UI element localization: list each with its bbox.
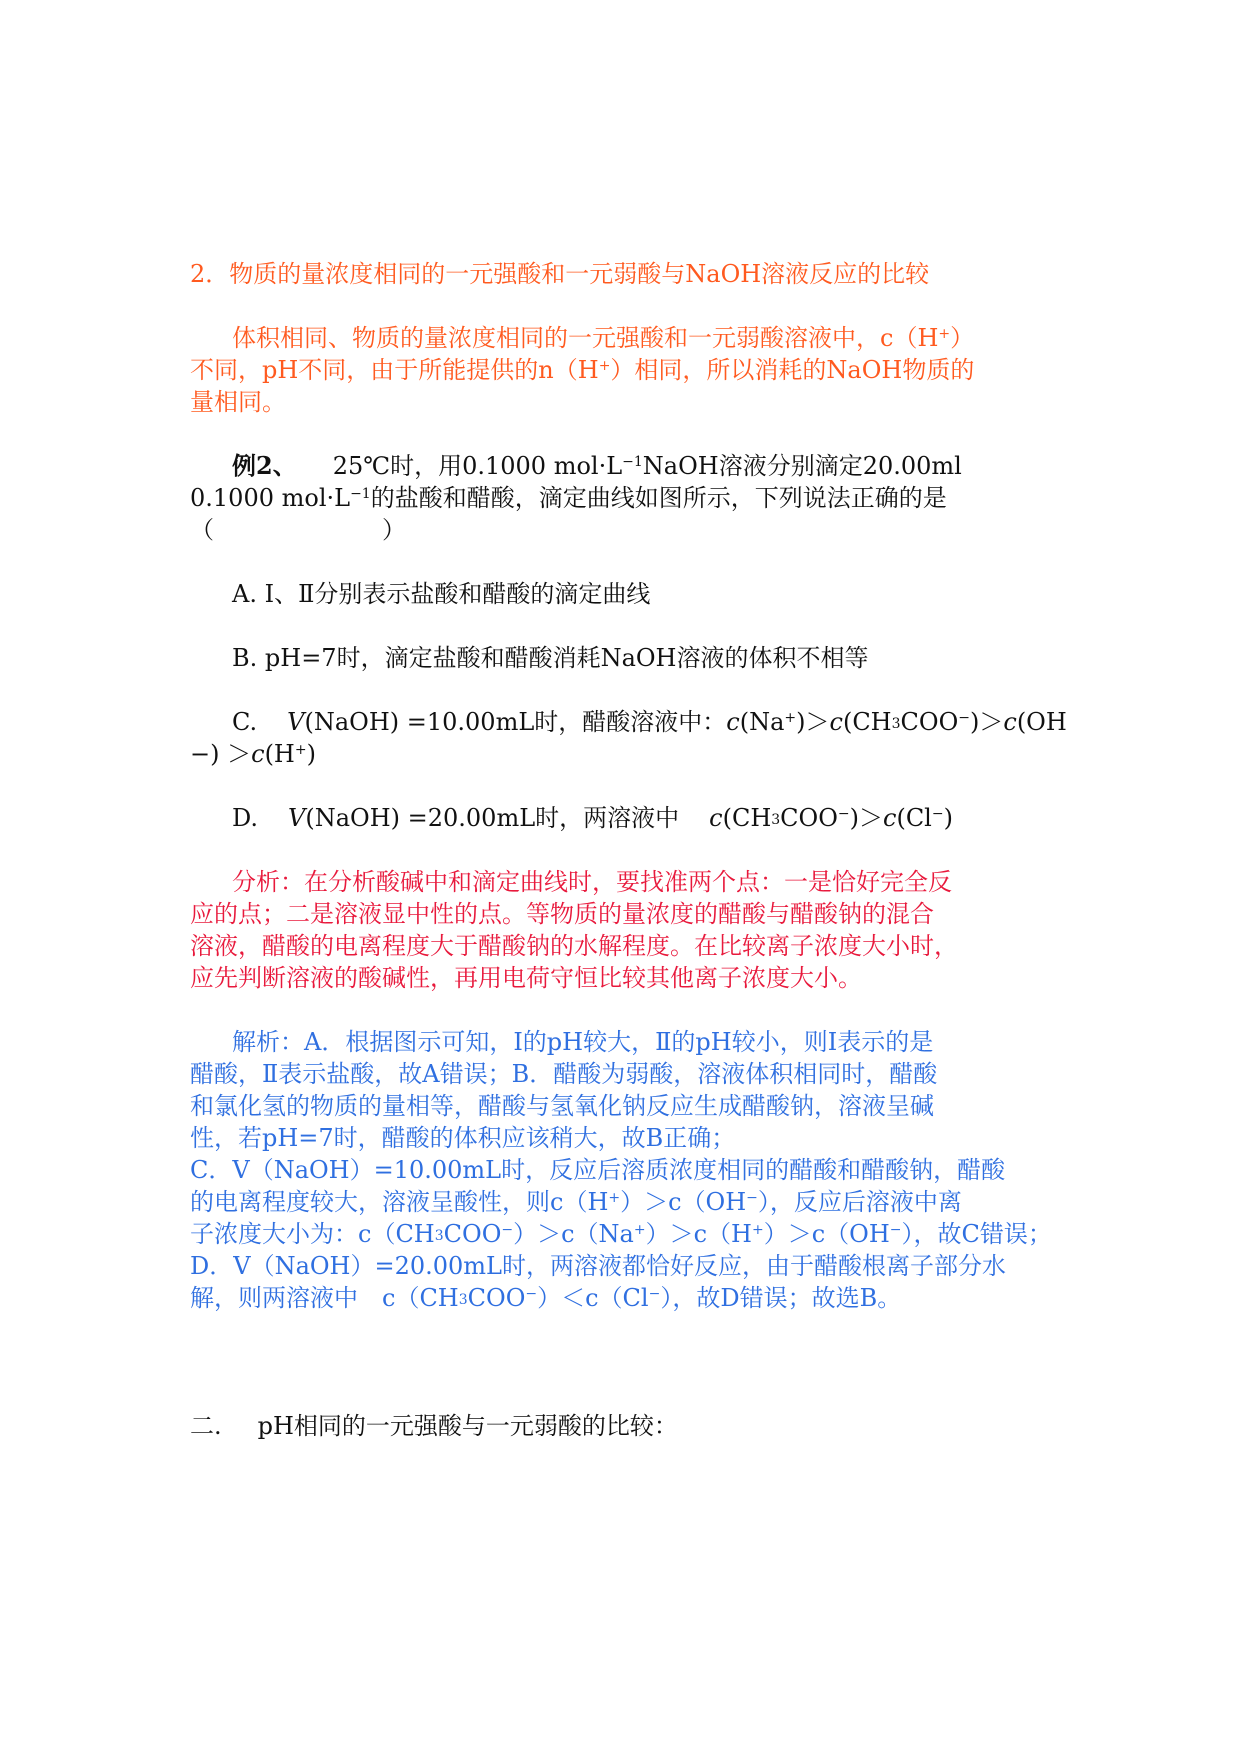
option-d-sub3: 3 [771,812,781,828]
example-stem-1c: NaOH溶液分别滴定20.00ml [642,452,962,480]
option-d-mid: (NaOH) =20.00mL时，两溶液中 [305,804,680,832]
solution-sup-6d: − [746,1190,758,1206]
option-c-minus1: − [958,710,970,726]
solution-text-6e: ），反应后溶液中离 [757,1188,962,1216]
example-stem-2c: 的盐酸和醋酸，滴定曲线如图所示，下列说法正确的是 [370,484,947,512]
solution-text-5: C．V（NaOH）=10.00mL时，反应后溶质浓度相同的醋酸和醋酸钠，醋酸 [190,1156,1006,1184]
solution-text-7k: ），故C错误； [901,1220,1052,1248]
solution-line-4 [190,1122,735,1154]
analysis-line-4 [190,962,862,994]
example-stem-2b: −1 [350,486,371,502]
solution-line-1 [232,1026,933,1058]
option-d-minus2: − [931,806,944,822]
solution-sup-7j: − [889,1222,902,1238]
option-c-ch3: (CH [842,708,892,736]
option-c-end: ) [306,740,316,768]
solution-text-7e: ）＞c（Na [513,1220,634,1248]
analysis-text-3: 溶液，醋酸的电离程度大于醋酸钠的水解程度。在比较离子浓度大小时， [190,932,958,960]
section-heading-text: 2．物质的量浓度相同的一元强酸和一元弱酸与NaOH溶液反应的比较 [190,260,930,288]
solution-line-2 [190,1058,937,1090]
solution-text-7g: ）＞c（H [645,1220,752,1248]
intro-line-1 [232,322,974,354]
solution-text-8: D．V（NaOH）=20.00mL时，两溶液都恰好反应，由于醋酸根离子部分水 [190,1252,1006,1280]
intro-line-3 [190,386,286,418]
option-c-line-1 [232,706,1067,738]
solution-sup-7h: + [751,1222,764,1238]
option-c-mid: (NaOH) =10.00mL时，醋酸溶液中： [304,708,727,736]
option-c-gt1: )＞ [796,708,830,736]
section-heading [190,258,929,290]
solution-text-9a: 解，则两溶液中 c（CH [190,1284,459,1312]
option-c-h: (H [264,740,295,768]
option-d-gt: )＞ [849,804,883,832]
solution-text-2: 醋酸，Ⅱ表示盐酸，故A错误；B．醋酸为弱酸，溶液体积相同时，醋酸 [190,1060,938,1088]
solution-sup-9d: − [525,1286,538,1302]
analysis-text-1: 分析：在分析酸碱中和滴定曲线时，要找准两个点：一是恰好完全反 [232,868,952,896]
solution-sup-7d: − [501,1222,514,1238]
solution-text-6c: ）＞c（OH [620,1188,747,1216]
solution-line-6 [190,1186,962,1218]
option-d-prefix: D. [232,804,259,832]
option-c-c4: c [251,740,265,768]
option-c-c3: c [1003,708,1017,736]
analysis-text-2: 应的点；二是溶液显中性的点。等物质的量浓度的醋酸与醋酸钠的混合 [190,900,934,928]
option-d-ch3: (CH [722,804,772,832]
option-d-cl: (Cl [896,804,932,832]
intro-line-2 [190,354,974,386]
solution-text-7i: ）＞c（OH [763,1220,890,1248]
option-c-minus2: − [190,740,211,768]
option-d-c1: c [709,804,723,832]
intro-text-2b: ）相同，所以消耗的NaOH物质的 [610,356,975,384]
solution-text-7a: 子浓度大小为：c（CH [190,1220,435,1248]
next-section-heading [190,1410,678,1442]
intro-sup-2: + [598,358,611,374]
example-label: 例2、 [232,451,297,480]
option-d-coo: COO [780,804,838,832]
solution-text-3: 和氯化氢的物质的量相等，醋酸与氢氧化钠反应生成醋酸钠，溶液呈碱 [190,1092,934,1120]
example-stem-line-1 [232,450,962,482]
option-d-end: ) [943,804,953,832]
option-c-plus2: + [294,742,307,758]
option-c-oh: (OH [1016,708,1067,736]
solution-line-8 [190,1250,1006,1282]
solution-text-6a: 的电离程度较大，溶液呈酸性，则c（H [190,1188,609,1216]
solution-text-9e: ）＜c（Cl [537,1284,649,1312]
analysis-line-2 [190,898,934,930]
intro-text-1: 体积相同、物质的量浓度相同的一元强酸和一元弱酸溶液中，c（H [232,324,939,352]
option-d [232,802,953,834]
solution-sup-7f: + [633,1222,646,1238]
option-b-text: B. pH=7时，滴定盐酸和醋酸消耗NaOH溶液的体积不相等 [232,644,869,672]
option-c-prefix: C. [232,708,258,736]
option-a-text: A. Ⅰ、Ⅱ分别表示盐酸和醋酸的滴定曲线 [232,580,651,608]
analysis-line-3 [190,930,958,962]
analysis-text-4: 应先判断溶液的酸碱性，再用电荷守恒比较其他离子浓度大小。 [190,964,862,992]
option-c-coo: COO [900,708,959,736]
option-c-plus1: + [784,710,797,726]
example-stem-1b: −1 [622,454,643,470]
example-stem-line-2 [190,482,947,514]
solution-line-7 [190,1218,1052,1250]
option-c-c2: c [829,708,843,736]
solution-line-9 [190,1282,901,1314]
solution-text-9g: ），故D错误；故选B。 [660,1284,902,1312]
intro-sup-1: + [938,326,951,342]
option-c-na: (Na [739,708,785,736]
option-c-sub3: 3 [891,716,901,732]
option-d-c2: c [883,804,897,832]
option-c-c1: c [726,708,740,736]
option-c-v: V [287,708,305,736]
solution-sup-9f: − [648,1286,661,1302]
solution-sub-9b: 3 [458,1292,468,1308]
intro-text-2: 不同，pH不同，由于所能提供的n（H [190,356,599,384]
example-stem-1a: 25℃时，用0.1000 mol·L [332,452,623,480]
option-c-gt2: )＞ [969,708,1004,736]
example-answer-blank: （ ） [190,516,406,544]
example-stem-2a: 0.1000 mol·L [190,484,351,512]
solution-text-9c: COO [467,1284,526,1312]
solution-text-1: 解析：A．根据图示可知，Ⅰ的pH较大，Ⅱ的pH较小，则Ⅰ表示的是 [232,1028,934,1056]
next-section-number: 二. [190,1412,222,1440]
option-d-minus1: − [837,806,850,822]
solution-text-4: 性，若pH=7时，醋酸的体积应该稍大，故B正确； [190,1124,736,1152]
example-stem-line-3 [190,514,406,546]
option-d-v: V [288,804,306,832]
solution-line-3 [190,1090,934,1122]
intro-text-3: 量相同。 [190,388,286,416]
solution-sup-6b: + [608,1190,621,1206]
option-c-line-2 [190,738,316,770]
option-c-gt3: ) ＞ [210,740,252,768]
solution-sub-7b: 3 [434,1228,444,1244]
option-a [232,578,650,610]
option-b [232,642,868,674]
next-section-title: pH相同的一元强酸与一元弱酸的比较： [257,1412,678,1440]
intro-text-1b: ） [950,324,975,352]
solution-line-5 [190,1154,1005,1186]
analysis-line-1 [232,866,952,898]
solution-text-7c: COO [443,1220,502,1248]
